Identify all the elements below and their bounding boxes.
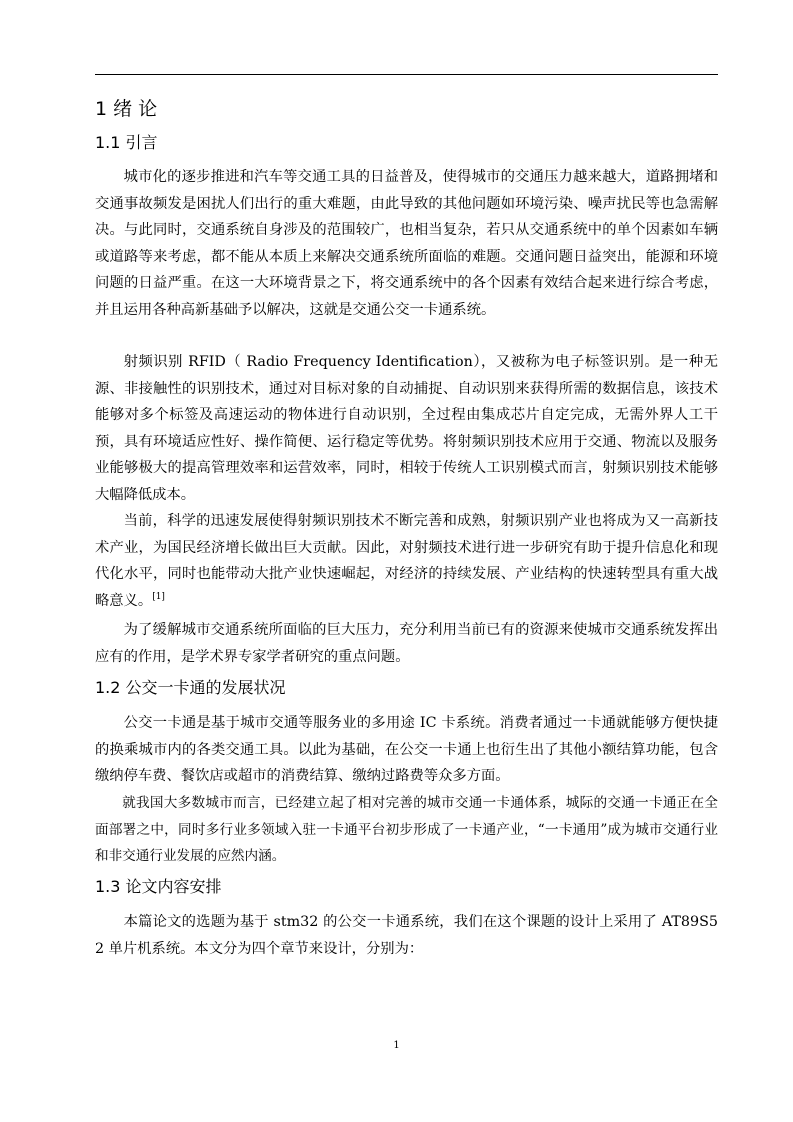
paragraph-rfid-development-text: 当前，科学的迅速发展使得射频识别技术不断完善和成熟，射频识别产业也将成为又一高新技术产业，为国民经济增长做出巨大贡献。因此，对射频技术进行进一步研究有助于提升信息化和现代化水平，同时也能带动大批产业快速崛起，对经济的持续发展、产业结构的快速转型具有重大战略意义。 [95,513,718,609]
page-number: 1 [393,1040,400,1051]
paragraph-national-status: 就我国大多数城市而言，已经建立起了相对完善的城市交通一卡通体系，城际的交通一卡通正在全面部署之中，同时多行业多领域入驻一卡通平台初步形成了一卡通产业，“一卡通用”成为城市交通行业和非交通行业发展的应然内涵。 [95,795,718,864]
paragraph-thesis-outline: 本篇论文的选题为基于 stm32 的公交一卡通系统，我们在这个课题的设计上采用了 AT89S52 单片机系统。本文分为四个章节来设计，分别为： [95,914,718,957]
header-rule [95,74,718,75]
chapter-title: 1 绪 论 [95,98,158,120]
section-heading-intro: 1.1 引言 [95,133,158,152]
paragraph-rfid-development [95,508,718,614]
paragraph-traffic-pressure: 为了缓解城市交通系统所面临的巨大压力，充分利用当前已有的资源来使城市交通系统发挥出应有的作用，是学术界专家学者研究的重点问题。 [95,622,718,665]
paragraph-ic-card: 公交一卡通是基于城市交通等服务业的多用途 IC 卡系统。消费者通过一卡通就能够方便快捷的换乘城市内的各类交通工具。以此为基础，在公交一卡通上也衍生出了其他小额结算功能，包含缴纳停车费、餐饮店或超市的消费结算、缴纳过路费等众多方面。 [95,715,718,784]
citation-ref: [1] [152,591,165,602]
paragraph-urbanization: 城市化的逐步推进和汽车等交通工具的日益普及，使得城市的交通压力越来越大，道路拥堵和交通事故频发是困扰人们出行的重大难题，由此导致的其他问题如环境污染、噪声扰民等也急需解决。与此同时，交通系统自身涉及的范围较广，也相当复杂，若只从交通系统中的单个因素如车辆或道路等来考虑，都不能从本质上来解决交通系统所面临的难题。交通问题日益突出，能源和环境问题的日益严重。在这一大环境背景之下，将交通系统中的各个因素有效结合起来进行综合考虑，并且运用各种高新基础予以解决，这就是交通公交一卡通系统。 [95,169,718,318]
section-heading-development: 1.2 公交一卡通的发展状况 [95,678,286,697]
section-heading-outline: 1.3 论文内容安排 [95,877,222,896]
paragraph-rfid: 射频识别 RFID（ Radio Frequency Identification），又被称为电子标签识别。是一种无源、非接触性的识别技术，通过对目标对象的自动捕捉、自动识别来获得所需的数据信息，该技术能够对多个标签及高速运动的物体进行自动识别，全过程由集成芯片自定完成，无需外界人工干预，具有环境适应性好、操作简便、运行稳定等优势。将射频识别技术应用于交通、物流以及服务业能够极大的提高管理效率和运营效率，同时，相较于传统人工识别模式而言，射频识别技术能够大幅降低成本。 [95,354,718,503]
